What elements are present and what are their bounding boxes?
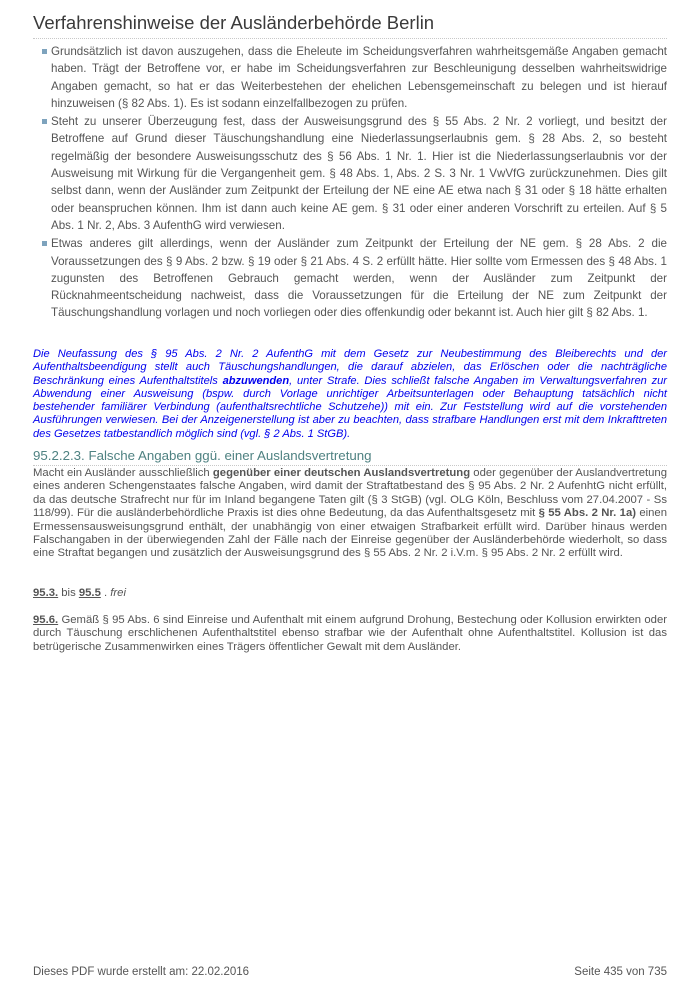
section-heading: 95.2.2.3. Falsche Angaben ggü. einer Auslandsvertretung [33, 448, 667, 466]
ref-link-95-6[interactable]: 95.6. [33, 614, 59, 626]
bullet-square-icon [42, 119, 47, 124]
section-paragraph [33, 467, 667, 561]
amendment-note [33, 348, 667, 441]
page-title: Verfahrenshinweise der Ausländerbehörde Berlin [33, 12, 667, 39]
bullet-square-icon [42, 49, 47, 54]
ref-link-95-3[interactable]: 95.3. [33, 587, 59, 599]
bullet-list [42, 43, 667, 323]
list-item [42, 113, 667, 234]
paragraph-bold: gegenüber einer deutschen Auslandsvertretung [212, 467, 471, 479]
paragraph-text: einen Ermessensausweisungsgrund enthält, der unabhängig von einer etwaigen Strafbarkeit erfüllt wird. Darüber hinaus werden Falschangaben in der überwiegenden Zahl der Fälle nach der Einreise gegenüber der Ausländerbehörde wiederholt, so dass eine Straftat begangen und zusätzlich der Ausweisungsgrund des § 55 Abs. 2 Nr. 2 i.V.m. § 95 Abs. 2 Nr. 2 erfüllt wird. [33, 507, 667, 560]
paragraph-bold: § 55 Abs. 2 Nr. 1a) [538, 507, 636, 520]
list-item [42, 235, 667, 321]
bis-text: bis [58, 587, 79, 599]
paragraph-95-6 [33, 614, 667, 654]
separator-text: . [100, 587, 111, 599]
bullet-square-icon [42, 241, 47, 246]
footer-created-date: Dieses PDF wurde erstellt am: 22.02.2016 [33, 966, 250, 978]
list-item-text: Etwas anderes gilt allerdings, wenn der Ausländer zum Zeitpunkt der Erteilung der NE gem. § 28 Abs. 2 die Voraussetzungen des § 9 Abs. 2 bzw. § 19 oder § 21 Abs. 4 S. 2 erfüllt hätte. Hier sollte vom Ermessen des § 48 Abs. 1 zugunsten des Betroffenen Gebrauch gemacht werden, wenn der Ausländer zum Zeitpunkt der Rücknahmeentscheidung nachweist, dass die Voraussetzungen für die Erteilung der NE zum Zeitpunkt der Täuschungshandlung vorlagen und noch vorliegen oder dies offenkundig oder bekannt ist. Auch hier gilt § 82 Abs. 1. [51, 237, 667, 320]
note-bold: abzuwenden [222, 374, 290, 387]
list-item [42, 43, 667, 112]
note-text: Die Neufassung des § 95 Abs. 2 Nr. 2 AufenthG mit dem Gesetz zur Neubestimmung des Bleiberechts und der Aufenthaltsbeendigung stellt auch Täuschungshandlungen, die darauf abzielen, das Erlöschen oder die nachträgliche Beschränkung eines Aufenthaltstitels [33, 348, 667, 387]
paragraph-text: Macht ein Ausländer ausschließlich [33, 467, 213, 479]
frei-text: frei [110, 587, 126, 599]
paragraph-text: oder gegenüber der Auslandvertretung eines anderen Schengenstaates falsche Angaben, wird damit der Straftatbestand des § 95 Abs. 2 Nr. 2 AufenhtG nicht erfüllt, da das deutsche Strafrecht nur für im Inland begangene Taten gilt (§ 3 StGB) (vgl. OLG Köln, Beschluss vom 27.04.2007 - Ss 118/99). Für die ausländerbehördliche Praxis ist dies ohne Bedeutung, da das Aufenthaltsgesetz mit [33, 467, 667, 520]
footer-page-number: Seite 435 von 735 [574, 966, 667, 978]
ref-link-95-5[interactable]: 95.5 [78, 587, 101, 599]
list-item-text: Steht zu unserer Überzeugung fest, dass der Ausweisungsgrund des § 55 Abs. 2 Nr. 2 vorliegt, und besitzt der Betroffene auf Grund dieser Täuschungshandlung eine Niederlassungserlaubnis gem. § 28 Abs. 2, so besteht regelmäßig der besondere Ausweisungsschutz des § 56 Abs. 1 Nr. 1. Hier ist die Niederlassungserlaubnis vor der Ausweisung mit Wirkung für die Vergangenheit gem. § 48 Abs. 1, Abs. 2 S. 3 Nr. 1 VwVfG zurückzunehmen. Dies gilt selbst dann, wenn der Ausländer zum Zeitpunkt der Erteilung der NE eine AE etwa nach § 31 oder § 18 hätte erhalten oder beanspruchen können. Ihm ist dann auch keine AE gem. § 31 oder einer anderen Vorschrift zu erteilen. Auf § 5 Abs. 1 Nr. 2, Abs. 3 AufenthG wird verwiesen. [51, 115, 667, 232]
paragraph-text: Gemäß § 95 Abs. 6 sind Einreise und Aufenthalt mit einem aufgrund Drohung, Bestechung oder Kollusion erwirkten oder durch Täuschung erschlichenen Aufenthaltstitel ebenso strafbar wie der Aufenthalt ohne Aufenthaltstitel. Kollusion ist das betrügerische Zusammenwirken eines Trägers öffentlicher Gewalt mit dem Ausländer. [33, 614, 667, 653]
note-text: , unter Strafe. Dies schließt falsche Angaben im Verwaltungsverfahren zur Abwendung einer Ausweisung (bspw. durch Vorlage unrichtiger Arbeitsunterlagen oder Behauptung tatsächlich nicht bestehender familiärer Verbindung (aufenthaltsrechtliche Schutzehe)) mit ein. Zur Feststellung wird auf die vorstehenden Ausführungen verwiesen. Bei der Anzeigenerstellung ist aber zu beachten, dass strafbare Handlungen erst mit dem Inkrafttreten des Gesetzes tatbestandlich möglich sind (vgl. § 2 Abs. 1 StGB). [33, 374, 667, 440]
list-item-text: Grundsätzlich ist davon auszugehen, dass die Eheleute im Scheidungsverfahren wahrheitsgemäße Angaben gemacht haben. Trägt der Betroffene vor, er habe im Scheidungsverfahren zur Beschleunigung desselben wahrheitswidrige Angaben gemacht, so hat er das Weiterbestehen der ehelichen Lebensgemeinschaft zu belegen und ist hierauf hinzuweisen (§ 82 Abs. 1). Es ist sodann einzelfallbezogen zu prüfen. [51, 45, 667, 110]
range-paragraph [33, 587, 667, 600]
